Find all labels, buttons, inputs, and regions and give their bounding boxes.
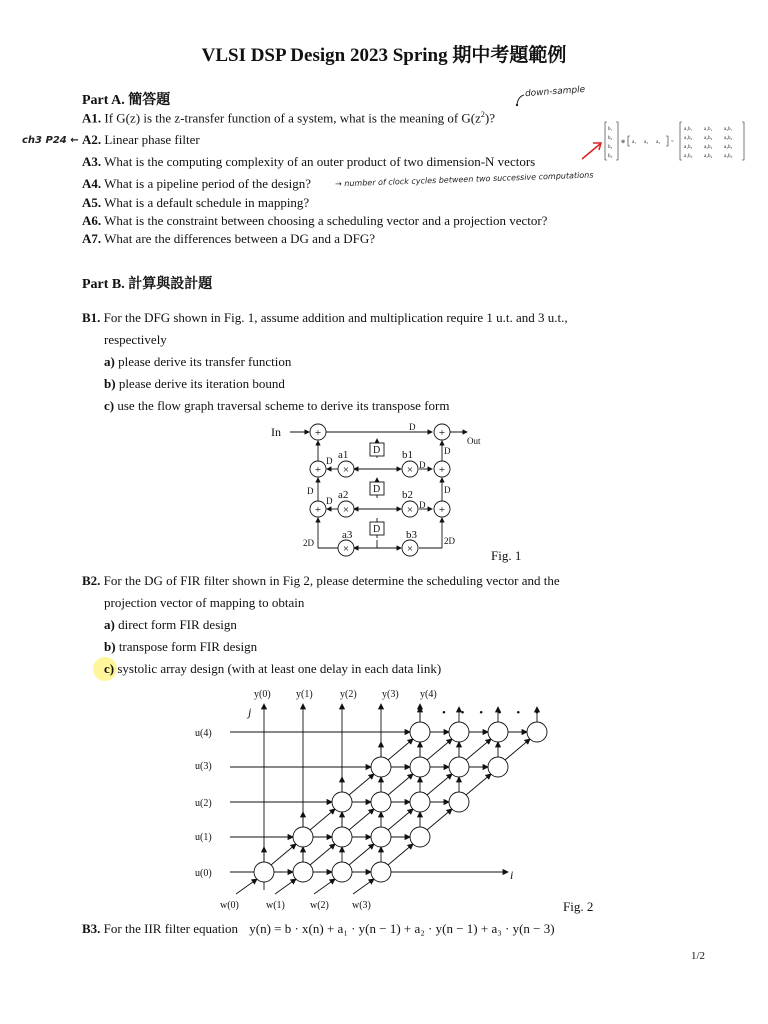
question-a4 [82, 176, 311, 192]
sub-text: please derive its iteration bound [118, 376, 285, 391]
dg-edge [349, 809, 374, 830]
question-text: What is the computing complexity of an outer product of two dimension-N vectors [104, 154, 536, 169]
w-label: w(2) [310, 900, 329, 911]
delay-label: D [326, 496, 333, 506]
question-number: A3. [82, 154, 102, 169]
sub-text: use the flow graph traversal scheme to derive its transpose form [117, 398, 450, 413]
delay-label: D [444, 446, 451, 456]
sub-label: b) [104, 376, 116, 391]
y-label: y(1) [296, 689, 313, 700]
svg-text:a₁b₃: a₁b₃ [684, 145, 693, 150]
svg-text:+: + [438, 427, 446, 439]
svg-text:×: × [342, 543, 350, 555]
question-b2-line2: projection vector of mapping to obtain [104, 595, 305, 610]
coef-label: b2 [402, 489, 413, 501]
dg-node [371, 792, 391, 812]
coef-label: a3 [342, 529, 353, 541]
dg-node [332, 827, 352, 847]
sub-text: transpose form FIR design [118, 639, 258, 654]
delay-label: D [419, 500, 426, 510]
svg-text:a₁b₁: a₁b₁ [704, 127, 713, 132]
sub-label: a) [104, 354, 115, 369]
svg-text:×: × [342, 464, 350, 476]
svg-text:×: × [406, 504, 414, 516]
question-a3 [82, 154, 535, 170]
page-title: VLSI DSP Design 2023 Spring 期中考題範例 [201, 45, 567, 66]
note-arrow-icon [512, 93, 528, 107]
question-number: A4. [82, 176, 102, 191]
svg-text:b₃: b₃ [608, 145, 613, 150]
adder-node [310, 461, 326, 477]
svg-text:×: × [406, 543, 414, 555]
delay-label: D [326, 456, 333, 466]
multiplier-node [402, 540, 418, 556]
question-number: B3. [82, 921, 101, 936]
multiplier-node [338, 501, 354, 517]
sub-text: systolic array design (with at least one delay in each data link) [117, 661, 442, 676]
equation: y(n) = b · x(n) + a₁ · y(n − 1) + a₂ · y(n − 1) + a₃ · y(n − 3) [249, 921, 555, 936]
question-a6 [82, 213, 547, 229]
question-number: A5. [82, 195, 102, 210]
dg-edge [466, 774, 491, 795]
delay-label: 2D [444, 536, 455, 546]
delay-label: D [444, 485, 451, 495]
svg-text:b₂: b₂ [608, 136, 613, 141]
question-b1-line2: respectively [104, 332, 167, 347]
question-b2 [82, 573, 560, 589]
dg-node [293, 862, 313, 882]
question-text: If G(z) is the z-transfer function of a system, what is the meaning of G(z [104, 110, 481, 126]
svg-text:+: + [314, 427, 322, 439]
question-number: B1. [82, 310, 101, 325]
question-number: A6. [82, 213, 102, 228]
sub-text: direct form FIR design [118, 617, 237, 632]
figure-1-dfg [262, 416, 492, 566]
question-b1-a [104, 354, 291, 370]
svg-text:+: + [438, 464, 446, 476]
handwritten-note-pipeline: → number of clock cycles between two successive computations [334, 170, 594, 189]
dg-edge [310, 809, 335, 830]
figure-2-dg [190, 682, 560, 912]
part-a-heading: Part A. 簡答題 [82, 93, 171, 108]
dg-node [332, 792, 352, 812]
dg-edge [271, 844, 296, 865]
delay-label: D [373, 445, 381, 456]
sub-label: b) [104, 639, 116, 654]
input-label: In [271, 425, 281, 439]
svg-text:a₁b₁: a₁b₁ [684, 127, 693, 132]
dg-node [410, 757, 430, 777]
dg-node [449, 792, 469, 812]
outer-product-matrix-image [604, 118, 754, 164]
w-label: w(0) [220, 900, 239, 911]
svg-text:a₃b₄: a₃b₄ [724, 154, 733, 159]
handwritten-note-downsample: down-sample [524, 84, 586, 100]
question-b3 [82, 921, 555, 937]
delay-label: D [307, 486, 314, 496]
multiplier-node [402, 461, 418, 477]
adder-node [434, 424, 450, 440]
dg-edge [310, 844, 335, 865]
question-text: For the DFG shown in Fig. 1, assume addition and multiplication require 1 u.t. and 3 u.t., [103, 310, 568, 325]
dg-node [293, 827, 313, 847]
u-label: u(2) [195, 798, 212, 809]
delay-label: D [409, 422, 416, 432]
multiplier-node [338, 540, 354, 556]
question-a7 [82, 231, 375, 247]
question-number: A1. [82, 110, 102, 126]
adder-node [310, 424, 326, 440]
dg-node [410, 792, 430, 812]
question-text: What are the differences between a DG and a DFG? [104, 231, 375, 246]
figure-2-caption: Fig. 2 [563, 899, 594, 914]
dg-node [410, 827, 430, 847]
question-b1 [82, 310, 568, 326]
question-tail: )? [484, 110, 496, 126]
question-number: A7. [82, 231, 102, 246]
multiplier-node [338, 461, 354, 477]
dg-edge [349, 844, 374, 865]
u-label: u(0) [195, 868, 212, 879]
y-label: y(3) [382, 689, 399, 700]
w-label: w(3) [352, 900, 371, 911]
dg-node [254, 862, 274, 882]
dg-edge [427, 809, 452, 830]
question-text: What is a pipeline period of the design? [104, 176, 312, 191]
continuation-dots: • • • • • • [442, 707, 545, 719]
question-a5 [82, 195, 309, 211]
question-b1-c [104, 398, 449, 414]
part-b-heading: Part B. 計算與設計題 [82, 277, 213, 292]
page-number: 1/2 [691, 950, 706, 962]
svg-text:+: + [314, 464, 322, 476]
dg-node [332, 862, 352, 882]
question-number: B2. [82, 573, 101, 588]
svg-text:+: + [314, 504, 322, 516]
sub-label: a) [104, 617, 115, 632]
svg-text:a₃: a₃ [656, 140, 660, 145]
dg-node [449, 722, 469, 742]
svg-text:×: × [342, 504, 350, 516]
delay-label: D [373, 524, 381, 535]
coef-label: a2 [338, 489, 349, 501]
question-text: Linear phase filter [104, 132, 200, 147]
question-text: For the IIR filter equation [103, 921, 238, 936]
dg-edge [505, 739, 530, 760]
dg-edge [353, 879, 374, 894]
adder-node [434, 461, 450, 477]
question-b1-b [104, 376, 285, 392]
dg-edge [427, 739, 452, 760]
question-b2-b [104, 639, 257, 655]
i-axis-label: i [510, 868, 514, 882]
multiplier-node [402, 501, 418, 517]
svg-text:×: × [406, 464, 414, 476]
u-label: u(4) [195, 728, 212, 739]
svg-text:a₂b₃: a₂b₃ [704, 145, 713, 150]
figure-1-caption: Fig. 1 [491, 548, 522, 563]
red-arrow-icon [580, 140, 604, 162]
coef-label: b1 [402, 449, 413, 461]
adder-node [434, 501, 450, 517]
dg-edge [275, 879, 296, 894]
u-label: u(1) [195, 832, 212, 843]
dg-node [488, 757, 508, 777]
svg-text:a₁b₂: a₁b₂ [684, 136, 693, 141]
question-a2 [82, 132, 200, 148]
w-label: w(1) [266, 900, 285, 911]
svg-text:=: = [671, 140, 674, 145]
svg-text:a₃b₁: a₃b₁ [724, 127, 733, 132]
j-axis-label: j [248, 705, 252, 719]
dg-edge [466, 739, 491, 760]
question-text: What is the constraint between choosing a scheduling vector and a projection vector? [104, 213, 548, 228]
question-b2-a [104, 617, 237, 633]
sub-text: please derive its transfer function [118, 354, 292, 369]
dg-edge [349, 774, 374, 795]
svg-text:a₃b₂: a₃b₂ [724, 136, 733, 141]
sub-label: c) [104, 398, 115, 413]
delay-label: D [419, 460, 426, 470]
adder-node [310, 501, 326, 517]
dg-edge [427, 774, 452, 795]
superscript: 2 [480, 110, 485, 119]
question-number: A2. [82, 132, 102, 147]
svg-text:a₂b₄: a₂b₄ [704, 154, 713, 159]
dg-node [371, 757, 391, 777]
dg-node [371, 862, 391, 882]
svg-text:⊗: ⊗ [621, 140, 626, 145]
question-text: What is a default schedule in mapping? [104, 195, 310, 210]
svg-text:b₄: b₄ [608, 154, 613, 159]
coef-label: a1 [338, 449, 349, 461]
delay-label: D [373, 484, 381, 495]
y-label: y(0) [254, 689, 271, 700]
dg-node [410, 722, 430, 742]
svg-text:+: + [438, 504, 446, 516]
question-text: For the DG of FIR filter shown in Fig 2, please determine the scheduling vector and the [103, 573, 560, 588]
dg-edge [388, 774, 413, 795]
dg-node [371, 827, 391, 847]
sub-label: c) [104, 661, 115, 676]
svg-text:a₁b₄: a₁b₄ [684, 154, 693, 159]
u-label: u(3) [195, 761, 212, 772]
dg-node [449, 757, 469, 777]
svg-text:b₁: b₁ [608, 127, 613, 132]
dg-edge [388, 844, 413, 865]
y-label: y(2) [340, 689, 357, 700]
dg-node [488, 722, 508, 742]
svg-text:a₃b₃: a₃b₃ [724, 145, 733, 150]
y-label: y(4) [420, 689, 437, 700]
dg-edge [236, 879, 257, 894]
question-b2-c [104, 661, 441, 677]
svg-text:a₁: a₁ [632, 140, 636, 145]
question-a1 [82, 110, 495, 126]
handwritten-note-chapter: ch3 P24 ← [22, 135, 79, 146]
dg-node [527, 722, 547, 742]
dg-edge [388, 739, 413, 760]
dg-edge [314, 879, 335, 894]
output-label: Out [467, 436, 481, 446]
delay-label: 2D [303, 538, 314, 548]
dg-edge [388, 809, 413, 830]
svg-text:a₂b₂: a₂b₂ [704, 136, 713, 141]
coef-label: b3 [406, 529, 417, 541]
svg-text:a₂: a₂ [644, 140, 648, 145]
